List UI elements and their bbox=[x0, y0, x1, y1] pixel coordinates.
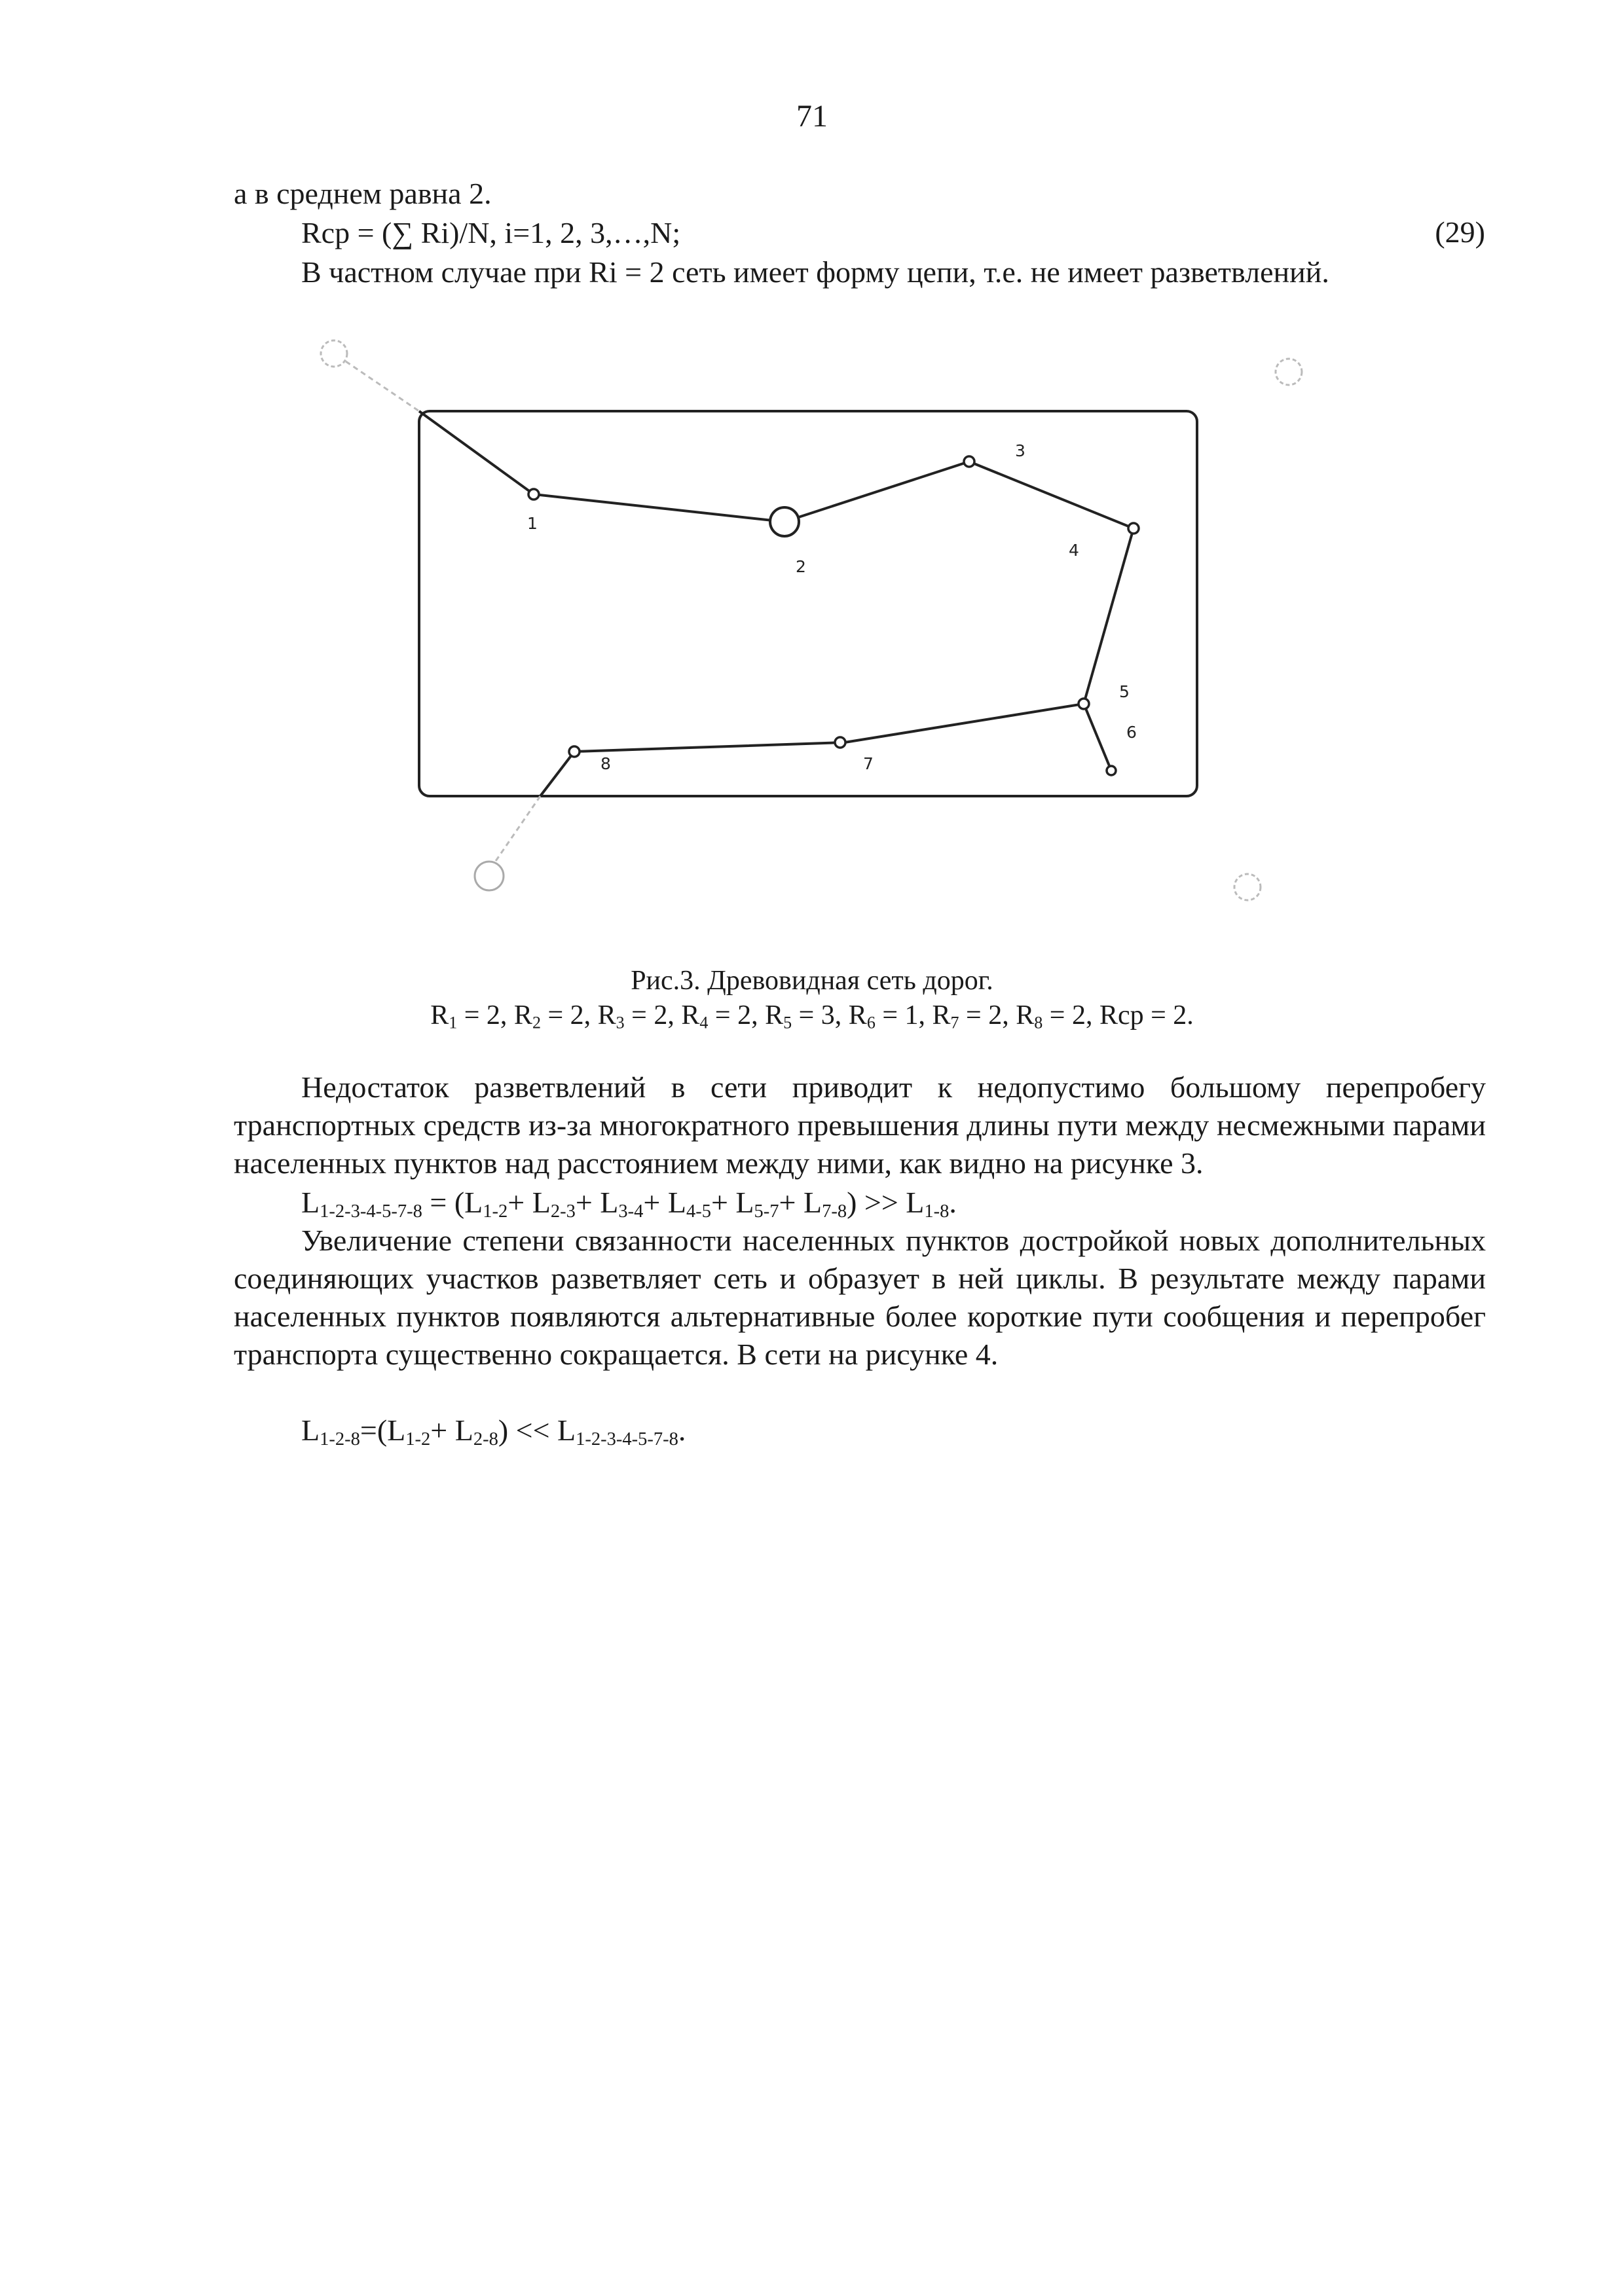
node-8 bbox=[569, 746, 580, 757]
node-label-5: 5 bbox=[1119, 682, 1130, 701]
outer-node-top-right bbox=[1276, 359, 1302, 385]
formula-l-chain: $L_{1-2-3-4-5-7-8} = (L_{1-2}+ L_{2-3}+ L_{3-4}+ L_{4-5}+ L_{5-7}+ L_{7-8}) >> L_{1-8}$. bbox=[301, 1186, 957, 1222]
formula-29: Rcp = (∑ Ri)/N, i=1, 2, 3,…,N; bbox=[301, 216, 681, 249]
road-edge-5-6 bbox=[1084, 704, 1111, 771]
node-4 bbox=[1128, 523, 1139, 534]
node-label-6: 6 bbox=[1126, 723, 1137, 742]
node-2 bbox=[770, 507, 799, 536]
node-5 bbox=[1079, 699, 1089, 709]
node-label-7: 7 bbox=[863, 754, 874, 773]
text-line-1: а в среднем равна 2. bbox=[234, 177, 492, 210]
node-7 bbox=[835, 737, 845, 748]
figure-frame bbox=[419, 411, 1197, 796]
figure-caption: Рис.3. Древовидная сеть дорог. bbox=[631, 966, 993, 996]
paragraph-1: Недостаток разветвлений в сети приводит к недопустимо большому перепробегу транспортных средств из-за многократного превышения длины пути между несмежными парами населенных пунктов над расстоянием между ними, как видно на рисунке 3. bbox=[234, 1070, 1486, 1180]
road-path bbox=[419, 411, 1134, 796]
equation-number: (29) bbox=[1435, 215, 1485, 249]
node-label-8: 8 bbox=[600, 754, 611, 773]
outer-node-bottom-right bbox=[1234, 874, 1261, 900]
node-1 bbox=[528, 489, 539, 500]
node-label-1: 1 bbox=[527, 514, 538, 533]
node-label-4: 4 bbox=[1069, 541, 1079, 560]
node-label-3: 3 bbox=[1015, 441, 1025, 460]
node-6 bbox=[1107, 766, 1116, 775]
node-label-2: 2 bbox=[796, 557, 806, 576]
outer-node-bottom-left bbox=[475, 862, 504, 890]
outer-link-top-left bbox=[346, 361, 419, 411]
page-number: 71 bbox=[796, 99, 828, 134]
outer-link-bottom-left bbox=[494, 796, 540, 863]
formula-l-short: $L_{1-2-8}=(L_{1-2}+ L_{2-8}) << L_{1-2-3-4-5-7-8}$. bbox=[301, 1413, 686, 1450]
paragraph-2: Увеличение степени связанности населенных пунктов достройкой новых дополнительных соединяющих участков разветвляет сеть и образует в ней циклы. В результате между парами населенных пунктов появляются альтернативные более короткие пути сообщения и перепробег транспорта существенно сокращается. В сети на рисунке 4. bbox=[234, 1224, 1486, 1371]
outer-node-top-left bbox=[321, 340, 347, 367]
figure-r-values: $R_1 = 2$, $R_2 = 2$, $R_3 = 2$, $R_4 = 2$, $R_5 = 3$, $R_6 = 1$, $R_7 = 2$, $R_8 = 2$, Rcp = 2. bbox=[430, 1000, 1194, 1032]
text-line-3: В частном случае при Ri = 2 сеть имеет форму цепи, т.е. не имеет разветвлений. bbox=[301, 255, 1329, 289]
node-3 bbox=[964, 456, 974, 467]
